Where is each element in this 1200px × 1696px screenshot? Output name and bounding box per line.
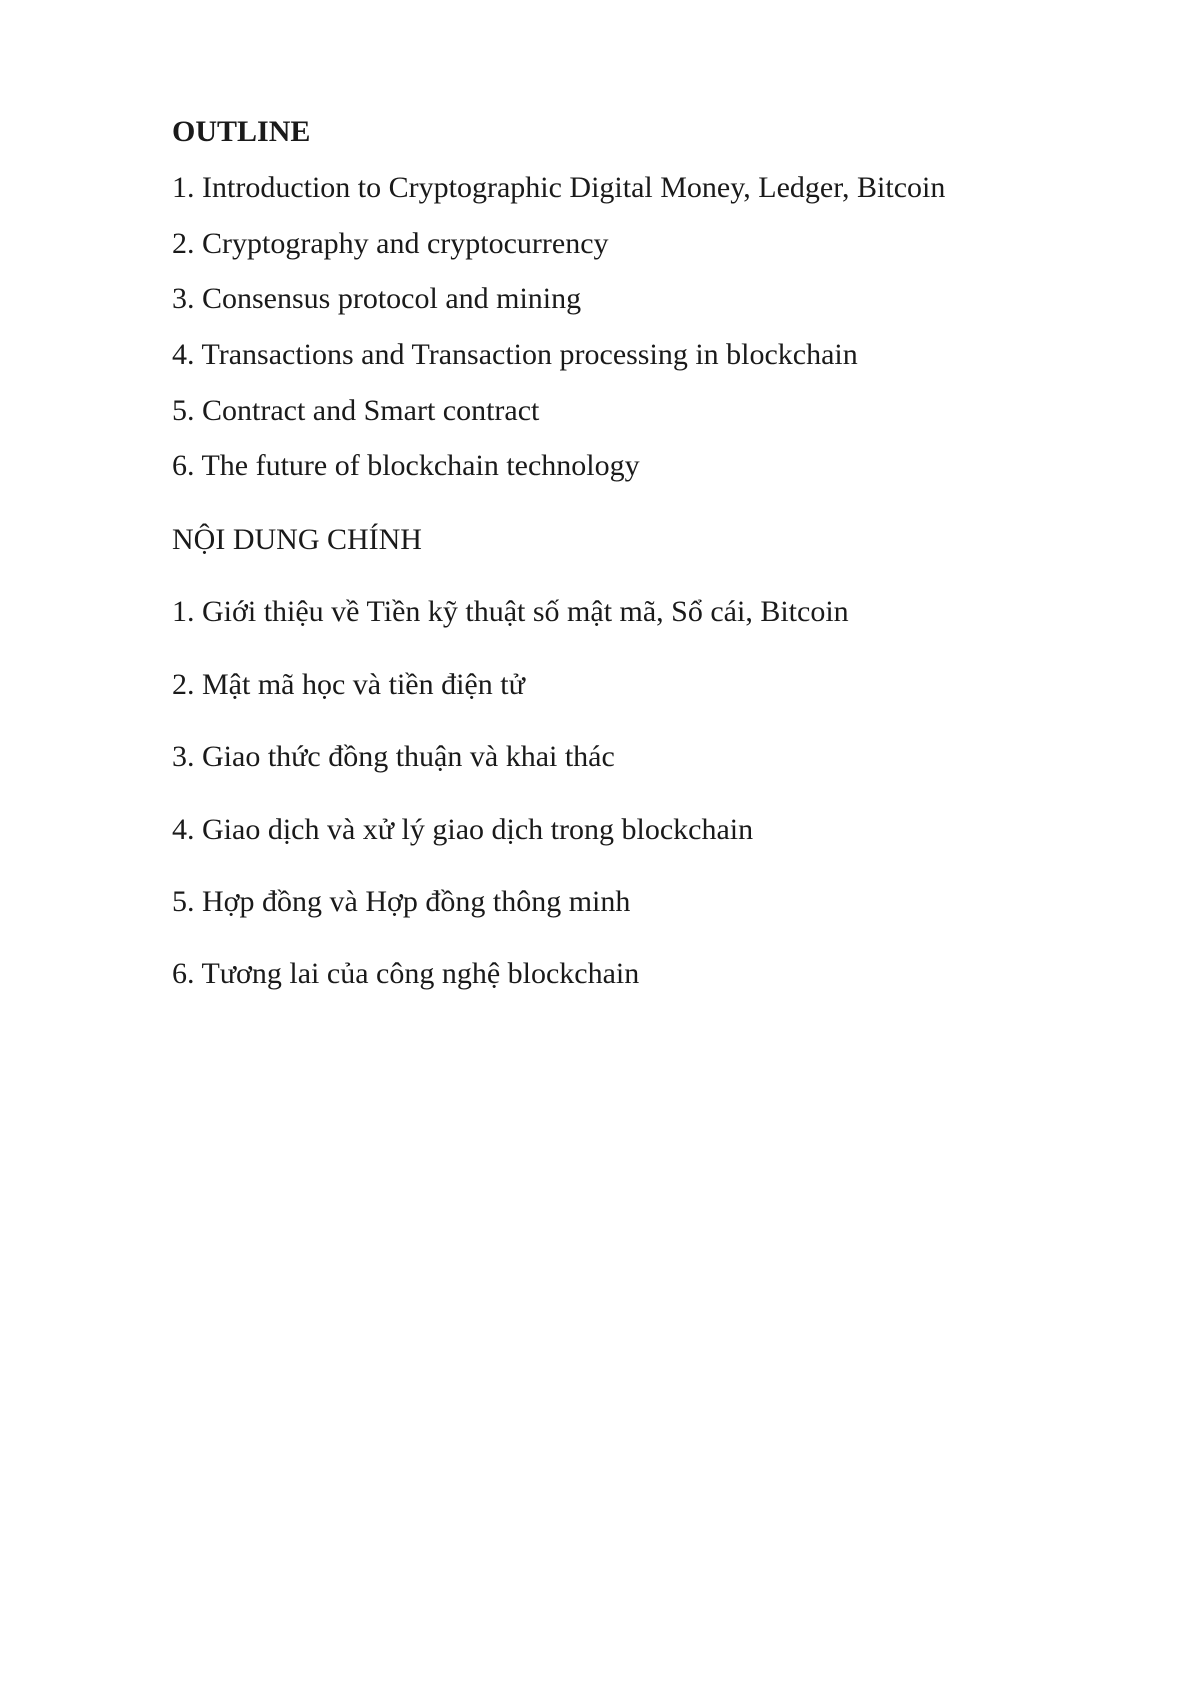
- outline-item-4: 4. Transactions and Transaction processing in blockchain: [172, 338, 858, 371]
- outline-item-1: 1. Introduction to Cryptographic Digital Money, Ledger, Bitcoin: [172, 171, 946, 204]
- main-content-item-4: 4. Giao dịch và xử lý giao dịch trong blockchain: [172, 813, 754, 846]
- main-content-item-2: 2. Mật mã học và tiền điện tử: [172, 668, 525, 701]
- outline-item-3: 3. Consensus protocol and mining: [172, 282, 582, 315]
- outline-item-2: 2. Cryptography and cryptocurrency: [172, 227, 609, 260]
- main-content-item-6: 6. Tương lai của công nghệ blockchain: [172, 957, 640, 990]
- outline-item-5: 5. Contract and Smart contract: [172, 394, 540, 427]
- main-content-item-5: 5. Hợp đồng và Hợp đồng thông minh: [172, 885, 631, 918]
- main-content-heading: NỘI DUNG CHÍNH: [172, 523, 422, 556]
- main-content-item-1: 1. Giới thiệu về Tiền kỹ thuật số mật mã, Sổ cái, Bitcoin: [172, 595, 849, 628]
- outline-heading: OUTLINE: [172, 115, 311, 148]
- main-content-item-3: 3. Giao thức đồng thuận và khai thác: [172, 740, 615, 773]
- outline-item-6: 6. The future of blockchain technology: [172, 449, 640, 482]
